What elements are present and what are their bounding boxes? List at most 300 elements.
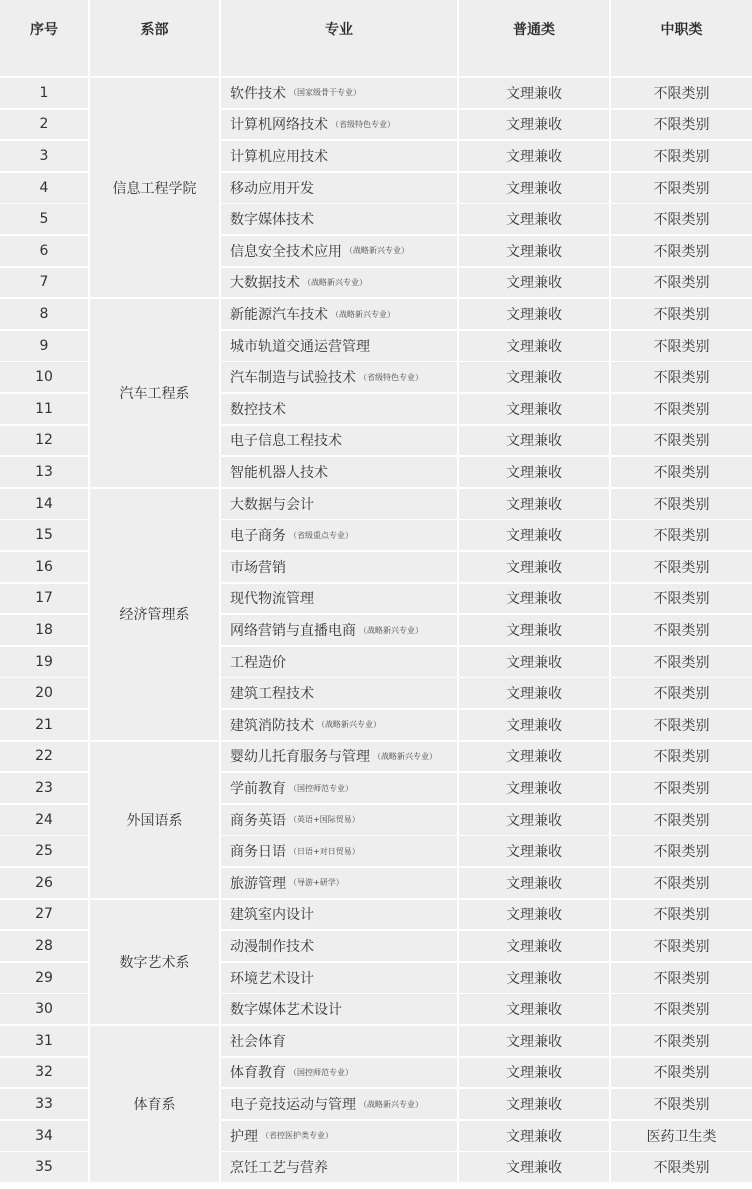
- department-name: 经济管理系: [119, 607, 190, 624]
- vocational-cell: [611, 963, 752, 993]
- general-requirement: 文理兼收: [506, 307, 562, 324]
- row-number: 31: [35, 1032, 53, 1049]
- general-cell: [459, 457, 609, 487]
- row-number: 21: [35, 716, 53, 733]
- general-cell: [459, 489, 609, 519]
- general-cell: [459, 868, 609, 898]
- general-cell: [459, 426, 609, 456]
- major-cell: [221, 552, 457, 582]
- row-number: 11: [35, 400, 53, 417]
- major-cell: [221, 141, 457, 171]
- row-number: 19: [35, 653, 53, 670]
- general-requirement: 文理兼收: [506, 496, 562, 513]
- major-name: 数控技术: [230, 401, 286, 418]
- general-cell: [459, 900, 609, 930]
- row-number-cell: [0, 141, 88, 171]
- department-name: 外国语系: [126, 812, 183, 829]
- row-number: 1: [39, 84, 49, 101]
- general-requirement: 文理兼收: [506, 1128, 562, 1145]
- header-major: 专业: [221, 0, 457, 76]
- major-note: （日语+对日贸易）: [289, 846, 360, 856]
- general-requirement: 文理兼收: [506, 528, 562, 545]
- row-number: 14: [35, 495, 53, 512]
- major-name: 商务英语: [230, 812, 286, 829]
- general-requirement: 文理兼收: [506, 243, 562, 260]
- department-cell: [90, 742, 219, 898]
- vocational-requirement: 不限类别: [653, 212, 710, 229]
- row-number: 17: [35, 590, 53, 607]
- row-number-cell: [0, 773, 88, 803]
- major-cell: [221, 236, 457, 266]
- row-number: 24: [35, 811, 53, 828]
- row-number: 25: [35, 843, 53, 860]
- row-number-cell: [0, 299, 88, 329]
- row-number: 10: [35, 369, 53, 386]
- vocational-requirement: 不限类别: [653, 338, 710, 355]
- row-number: 34: [35, 1127, 53, 1144]
- vocational-requirement: 不限类别: [653, 307, 710, 324]
- major-note: （战略新兴专业）: [359, 625, 423, 635]
- vocational-cell: [611, 678, 752, 708]
- row-number-cell: [0, 1026, 88, 1056]
- row-number-cell: [0, 1089, 88, 1119]
- major-note: （战略新兴专业）: [331, 309, 395, 319]
- general-requirement: 文理兼收: [506, 465, 562, 482]
- row-number: 29: [35, 969, 53, 986]
- major-cell: [221, 1058, 457, 1088]
- major-name: 计算机应用技术: [230, 149, 328, 166]
- general-cell: [459, 647, 609, 677]
- vocational-cell: [611, 1152, 752, 1182]
- vocational-requirement: 不限类别: [653, 1065, 710, 1082]
- general-requirement: 文理兼收: [506, 591, 562, 608]
- vocational-requirement: 不限类别: [653, 528, 710, 545]
- major-cell: [221, 836, 457, 866]
- row-number-cell: [0, 173, 88, 203]
- general-requirement: 文理兼收: [506, 781, 562, 798]
- general-cell: [459, 963, 609, 993]
- vocational-requirement: 不限类别: [653, 623, 710, 640]
- general-cell: [459, 1121, 609, 1151]
- major-note: （战略新兴专业）: [359, 1099, 423, 1109]
- row-number: 28: [35, 938, 53, 955]
- vocational-requirement: 不限类别: [653, 496, 710, 513]
- major-name: 动漫制作技术: [230, 939, 314, 956]
- general-requirement: 文理兼收: [506, 654, 562, 671]
- vocational-requirement: 不限类别: [653, 781, 710, 798]
- vocational-cell: [611, 141, 752, 171]
- row-number: 9: [39, 337, 49, 354]
- vocational-requirement: 不限类别: [653, 970, 710, 987]
- general-requirement: 文理兼收: [506, 212, 562, 229]
- row-number-cell: [0, 1121, 88, 1151]
- vocational-cell: [611, 1026, 752, 1056]
- row-number-cell: [0, 647, 88, 677]
- major-cell: [221, 426, 457, 456]
- vocational-cell: [611, 394, 752, 424]
- major-cell: [221, 520, 457, 550]
- major-name: 信息安全技术应用: [230, 243, 342, 260]
- row-number: 16: [35, 558, 53, 575]
- major-cell: [221, 963, 457, 993]
- major-name: 网络营销与直播电商: [230, 623, 356, 640]
- vocational-requirement: 医药卫生类: [646, 1128, 717, 1145]
- general-cell: [459, 584, 609, 614]
- row-number-cell: [0, 963, 88, 993]
- vocational-cell: [611, 647, 752, 677]
- row-number-cell: [0, 1058, 88, 1088]
- vocational-requirement: 不限类别: [653, 907, 710, 924]
- major-note: （战略新兴专业）: [345, 246, 409, 256]
- general-requirement: 文理兼收: [506, 149, 562, 166]
- general-requirement: 文理兼收: [506, 939, 562, 956]
- major-cell: [221, 204, 457, 234]
- major-cell: [221, 1152, 457, 1182]
- row-number-cell: [0, 457, 88, 487]
- row-number-cell: [0, 110, 88, 140]
- major-note: （省控医护类专业）: [261, 1131, 333, 1141]
- major-name: 社会体育: [230, 1033, 286, 1050]
- major-name: 市场营销: [230, 559, 286, 576]
- major-note: （省级特色专业）: [331, 119, 395, 129]
- vocational-requirement: 不限类别: [653, 939, 710, 956]
- general-requirement: 文理兼收: [506, 1033, 562, 1050]
- vocational-requirement: 不限类别: [653, 1160, 710, 1177]
- major-name: 建筑室内设计: [230, 907, 314, 924]
- general-cell: [459, 773, 609, 803]
- row-number-cell: [0, 204, 88, 234]
- vocational-requirement: 不限类别: [653, 1033, 710, 1050]
- general-requirement: 文理兼收: [506, 370, 562, 387]
- row-number: 32: [35, 1064, 53, 1081]
- header-no: 序号: [0, 0, 88, 76]
- row-number-cell: [0, 520, 88, 550]
- major-cell: [221, 773, 457, 803]
- general-cell: [459, 362, 609, 392]
- vocational-requirement: 不限类别: [653, 370, 710, 387]
- major-cell: [221, 647, 457, 677]
- row-number-cell: [0, 426, 88, 456]
- row-number: 13: [35, 464, 53, 481]
- vocational-cell: [611, 900, 752, 930]
- major-cell: [221, 331, 457, 361]
- vocational-cell: [611, 773, 752, 803]
- major-name: 大数据技术: [230, 275, 300, 292]
- general-requirement: 文理兼收: [506, 686, 562, 703]
- general-requirement: 文理兼收: [506, 275, 562, 292]
- major-name: 数字媒体技术: [230, 212, 314, 229]
- general-requirement: 文理兼收: [506, 85, 562, 102]
- general-requirement: 文理兼收: [506, 875, 562, 892]
- row-number: 27: [35, 906, 53, 923]
- general-cell: [459, 268, 609, 298]
- general-requirement: 文理兼收: [506, 812, 562, 829]
- row-number-cell: [0, 489, 88, 519]
- vocational-cell: [611, 489, 752, 519]
- general-cell: [459, 331, 609, 361]
- major-name: 软件技术: [230, 85, 286, 102]
- row-number: 8: [39, 306, 49, 323]
- major-cell: [221, 394, 457, 424]
- major-note: （导游+研学）: [289, 878, 344, 888]
- major-cell: [221, 268, 457, 298]
- vocational-cell: [611, 1121, 752, 1151]
- vocational-requirement: 不限类别: [653, 465, 710, 482]
- major-name: 电子竞技运动与管理: [230, 1097, 356, 1114]
- row-number: 35: [35, 1159, 53, 1176]
- row-number: 20: [35, 685, 53, 702]
- major-note: （省级特色专业）: [359, 372, 423, 382]
- row-number-cell: [0, 931, 88, 961]
- row-number-cell: [0, 615, 88, 645]
- major-name: 移动应用开发: [230, 180, 314, 197]
- general-requirement: 文理兼收: [506, 907, 562, 924]
- general-requirement: 文理兼收: [506, 433, 562, 450]
- major-cell: [221, 931, 457, 961]
- vocational-requirement: 不限类别: [653, 749, 710, 766]
- general-requirement: 文理兼收: [506, 338, 562, 355]
- row-number-cell: [0, 836, 88, 866]
- vocational-cell: [611, 331, 752, 361]
- general-requirement: 文理兼收: [506, 1097, 562, 1114]
- row-number: 18: [35, 622, 53, 639]
- major-name: 电子商务: [230, 528, 286, 545]
- major-cell: [221, 78, 457, 108]
- general-requirement: 文理兼收: [506, 1002, 562, 1019]
- major-name: 智能机器人技术: [230, 465, 328, 482]
- major-cell: [221, 299, 457, 329]
- general-cell: [459, 520, 609, 550]
- major-note: （省级重点专业）: [289, 530, 353, 540]
- major-cell: [221, 1026, 457, 1056]
- general-cell: [459, 615, 609, 645]
- vocational-requirement: 不限类别: [653, 180, 710, 197]
- major-cell: [221, 900, 457, 930]
- vocational-cell: [611, 457, 752, 487]
- major-note: （战略新兴专业）: [373, 751, 437, 761]
- vocational-requirement: 不限类别: [653, 85, 710, 102]
- row-number: 23: [35, 780, 53, 797]
- major-name: 烹饪工艺与营养: [230, 1160, 328, 1177]
- vocational-cell: [611, 868, 752, 898]
- major-name: 体育教育: [230, 1065, 286, 1082]
- general-requirement: 文理兼收: [506, 180, 562, 197]
- general-cell: [459, 78, 609, 108]
- general-requirement: 文理兼收: [506, 844, 562, 861]
- general-requirement: 文理兼收: [506, 749, 562, 766]
- major-cell: [221, 742, 457, 772]
- general-cell: [459, 141, 609, 171]
- vocational-cell: [611, 742, 752, 772]
- general-requirement: 文理兼收: [506, 1160, 562, 1177]
- vocational-cell: [611, 994, 752, 1024]
- vocational-cell: [611, 299, 752, 329]
- vocational-requirement: 不限类别: [653, 433, 710, 450]
- major-name: 建筑消防技术: [230, 717, 314, 734]
- major-name: 新能源汽车技术: [230, 307, 328, 324]
- major-name: 旅游管理: [230, 875, 286, 892]
- row-number: 6: [39, 242, 49, 259]
- row-number: 3: [39, 148, 49, 165]
- vocational-cell: [611, 805, 752, 835]
- general-requirement: 文理兼收: [506, 401, 562, 418]
- row-number: 33: [35, 1096, 53, 1113]
- major-name: 婴幼儿托育服务与管理: [230, 749, 370, 766]
- general-cell: [459, 394, 609, 424]
- vocational-cell: [611, 836, 752, 866]
- major-cell: [221, 1121, 457, 1151]
- row-number-cell: [0, 78, 88, 108]
- general-cell: [459, 994, 609, 1024]
- major-note: （国家级骨干专业）: [289, 88, 361, 98]
- general-cell: [459, 836, 609, 866]
- vocational-cell: [611, 1089, 752, 1119]
- general-cell: [459, 173, 609, 203]
- major-name: 护理: [230, 1128, 258, 1145]
- major-name: 数字媒体艺术设计: [230, 1002, 342, 1019]
- department-cell: [90, 78, 219, 297]
- general-cell: [459, 931, 609, 961]
- row-number: 12: [35, 432, 53, 449]
- general-cell: [459, 236, 609, 266]
- major-name: 工程造价: [230, 654, 286, 671]
- row-number-cell: [0, 552, 88, 582]
- general-requirement: 文理兼收: [506, 717, 562, 734]
- row-number-cell: [0, 1152, 88, 1182]
- department-cell: [90, 489, 219, 740]
- major-cell: [221, 110, 457, 140]
- major-name: 大数据与会计: [230, 496, 314, 513]
- vocational-requirement: 不限类别: [653, 1097, 710, 1114]
- vocational-cell: [611, 236, 752, 266]
- general-cell: [459, 678, 609, 708]
- vocational-requirement: 不限类别: [653, 401, 710, 418]
- row-number: 2: [39, 116, 49, 133]
- major-cell: [221, 173, 457, 203]
- vocational-requirement: 不限类别: [653, 275, 710, 292]
- vocational-requirement: 不限类别: [653, 654, 710, 671]
- major-cell: [221, 489, 457, 519]
- vocational-cell: [611, 1058, 752, 1088]
- row-number-cell: [0, 331, 88, 361]
- row-number-cell: [0, 236, 88, 266]
- major-name: 环境艺术设计: [230, 970, 314, 987]
- major-cell: [221, 615, 457, 645]
- major-cell: [221, 362, 457, 392]
- department-name: 体育系: [133, 1097, 176, 1114]
- row-number: 5: [39, 211, 49, 228]
- major-cell: [221, 1089, 457, 1119]
- general-cell: [459, 1058, 609, 1088]
- major-cell: [221, 584, 457, 614]
- row-number: 15: [35, 527, 53, 544]
- vocational-requirement: 不限类别: [653, 117, 710, 134]
- vocational-requirement: 不限类别: [653, 243, 710, 260]
- general-cell: [459, 1152, 609, 1182]
- vocational-cell: [611, 584, 752, 614]
- general-cell: [459, 805, 609, 835]
- major-cell: [221, 678, 457, 708]
- vocational-requirement: 不限类别: [653, 717, 710, 734]
- vocational-cell: [611, 931, 752, 961]
- general-requirement: 文理兼收: [506, 623, 562, 640]
- vocational-requirement: 不限类别: [653, 875, 710, 892]
- vocational-cell: [611, 78, 752, 108]
- major-note: （国控师范专业）: [289, 783, 353, 793]
- header-dept: 系部: [90, 0, 219, 76]
- vocational-cell: [611, 552, 752, 582]
- major-cell: [221, 710, 457, 740]
- row-number-cell: [0, 678, 88, 708]
- major-name: 现代物流管理: [230, 591, 314, 608]
- major-name: 建筑工程技术: [230, 686, 314, 703]
- general-cell: [459, 710, 609, 740]
- general-cell: [459, 1026, 609, 1056]
- department-name: 数字艺术系: [119, 954, 190, 971]
- header-vocational: 中职类: [611, 0, 752, 76]
- vocational-cell: [611, 615, 752, 645]
- vocational-cell: [611, 362, 752, 392]
- major-name: 电子信息工程技术: [230, 433, 342, 450]
- row-number-cell: [0, 900, 88, 930]
- vocational-cell: [611, 426, 752, 456]
- vocational-cell: [611, 173, 752, 203]
- major-note: （英语+国际贸易）: [289, 815, 360, 825]
- vocational-cell: [611, 710, 752, 740]
- major-name: 学前教育: [230, 781, 286, 798]
- row-number: 22: [35, 748, 53, 765]
- vocational-requirement: 不限类别: [653, 559, 710, 576]
- major-cell: [221, 994, 457, 1024]
- major-note: （国控师范专业）: [289, 1067, 353, 1077]
- department-cell: [90, 900, 219, 1025]
- major-note: （战略新兴专业）: [303, 277, 367, 287]
- row-number: 30: [35, 1001, 53, 1018]
- major-cell: [221, 805, 457, 835]
- major-cell: [221, 868, 457, 898]
- major-name: 汽车制造与试验技术: [230, 370, 356, 387]
- row-number-cell: [0, 394, 88, 424]
- general-cell: [459, 552, 609, 582]
- row-number-cell: [0, 868, 88, 898]
- general-cell: [459, 110, 609, 140]
- row-number: 4: [39, 179, 49, 196]
- vocational-requirement: 不限类别: [653, 591, 710, 608]
- row-number: 26: [35, 874, 53, 891]
- row-number-cell: [0, 710, 88, 740]
- general-cell: [459, 742, 609, 772]
- department-name: 信息工程学院: [112, 180, 197, 197]
- major-cell: [221, 457, 457, 487]
- major-name: 计算机网络技术: [230, 117, 328, 134]
- vocational-requirement: 不限类别: [653, 812, 710, 829]
- row-number-cell: [0, 584, 88, 614]
- row-number-cell: [0, 268, 88, 298]
- header-general: 普通类: [459, 0, 609, 76]
- row-number-cell: [0, 362, 88, 392]
- vocational-cell: [611, 204, 752, 234]
- general-requirement: 文理兼收: [506, 117, 562, 134]
- general-requirement: 文理兼收: [506, 559, 562, 576]
- row-number-cell: [0, 994, 88, 1024]
- general-cell: [459, 204, 609, 234]
- general-cell: [459, 1089, 609, 1119]
- department-cell: [90, 299, 219, 487]
- department-cell: [90, 1026, 219, 1182]
- row-number-cell: [0, 805, 88, 835]
- major-note: （战略新兴专业）: [317, 720, 381, 730]
- general-requirement: 文理兼收: [506, 1065, 562, 1082]
